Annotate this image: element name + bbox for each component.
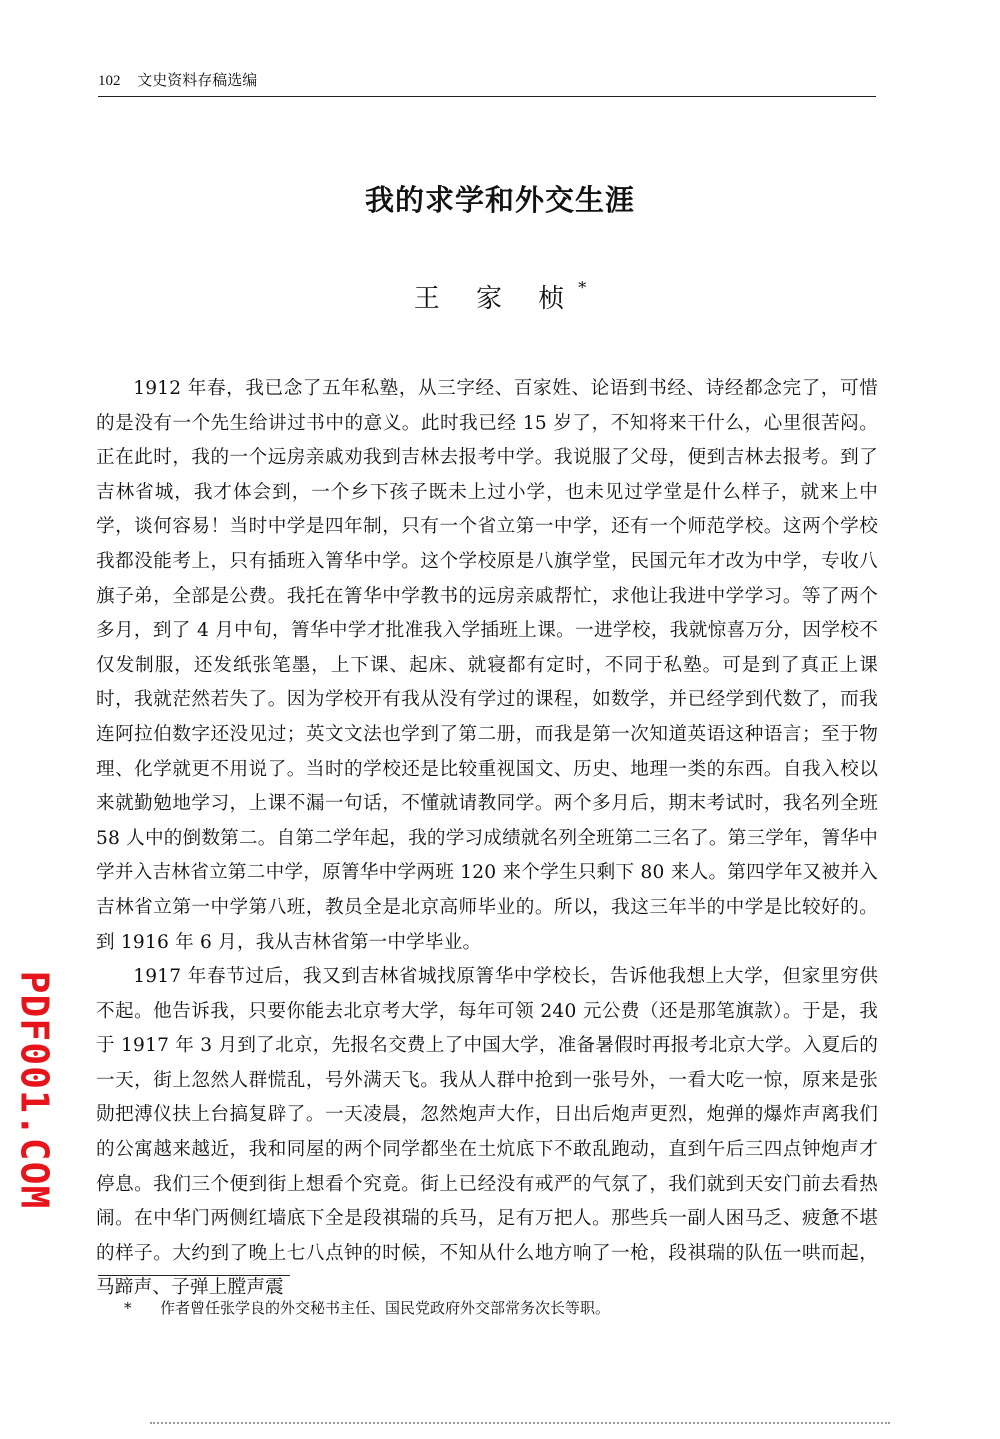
page-number: 102: [98, 73, 121, 89]
author-line: [0, 278, 1000, 315]
article-body: [96, 372, 878, 1306]
watermark: [14, 965, 54, 1215]
footnote-text: 作者曾任张学良的外交秘书主任、国民党政府外交部常务次长等职。: [160, 1299, 611, 1317]
page-header: [98, 68, 876, 97]
footnote-divider: [98, 1275, 290, 1276]
scan-edge-line: [150, 1422, 890, 1424]
footnote-mark: *: [124, 1299, 132, 1317]
paragraph: 1912 年春，我已念了五年私塾，从三字经、百家姓、论语到书经、诗经都念完了，可惜的是没有一个先生给讲过书中的意义。此时我已经 15 岁了，不知将来干什么，心里很苦闷。正在此时，我的一个远房亲戚劝我到吉林去报考中学。我说服了父母，便到吉林去报考。到了吉林省城，我才体会到，一个乡下孩子既未上过小学，也未见过学堂是什么样子，就来上中学，谈何容易！当时中学是四年制，只有一个省立第一中学，还有一个师范学校。这两个学校我都没能考上，只有插班入箐华中学。这个学校原是八旗学堂，民国元年才改为中学，专收八旗子弟，全部是公费。我托在箐华中学教书的远房亲戚帮忙，求他让我进中学学习。等了两个多月，到了 4 月中旬，箐华中学才批准我入学插班上课。一进学校，我就惊喜万分，因学校不仅发制服，还发纸张笔墨，上下课、起床、就寝都有定时，不同于私塾。可是到了真正上课时，我就茫然若失了。因为学校开有我从没有学过的课程，如数学，并已经学到代数了，而我连阿拉伯数字还没见过；英文文法也学到了第二册，而我是第一次知道英语这种语言；至于物理、化学就更不用说了。当时的学校还是比较重视国文、历史、地理一类的东西。自我入校以来就勤勉地学习，上课不漏一句话，不懂就请教同学。两个多月后，期末考试时，我名列全班 58 人中的倒数第二。自第二学年起，我的学习成绩就名列全班第二三名了。第三学年，箐华中学并入吉林省立第二中学，原箐华中学两班 120 来个学生只剩下 80 来人。第四学年又被并入吉林省立第一中学第八班，教员全是北京高师毕业的。所以，我这三年半的中学是比较好的。到 1916 年 6 月，我从吉林省第一中学毕业。: [96, 378, 878, 953]
author-footnote-mark: *: [578, 278, 587, 298]
book-title: 文史资料存稿选编: [137, 71, 258, 89]
paragraph: 1917 年春节过后，我又到吉林省城找原箐华中学校长，告诉他我想上大学，但家里穷供不起。他告诉我，只要你能去北京考大学，每年可领 240 元公费（还是那笔旗款）。于是，我于 1917 年 3 月到了北京，先报名交费上了中国大学，准备暑假时再报考北京大学。入夏后的一天，街上忽然人群慌乱，号外满天飞。我从人群中抢到一张号外，一看大吃一惊，原来是张勋把溥仪扶上台搞复辟了。一天凌晨，忽然炮声大作，日出后炮声更烈，炮弹的爆炸声离我们的公寓越来越近，我和同屋的两个同学都坐在土炕底下不敢乱跑动，直到午后三四点钟炮声才停息。我们三个便到街上想看个究竟。街上已经没有戒严的气氛了，我们就到天安门前去看热闹。在中华门两侧红墙底下全是段祺瑞的兵马，足有万把人。那些兵一副人困马乏、疲惫不堪的样子。大约到了晚上七八点钟的时候，不知从什么地方响了一枪，段祺瑞的队伍一哄而起，马蹄声、子弹上膛声震: [96, 966, 878, 1299]
author-name: 王 家 桢: [413, 284, 579, 314]
watermark-text: PDF001.COM: [12, 970, 56, 1210]
footnote: [124, 1296, 884, 1320]
article-title: 我的求学和外交生涯: [364, 183, 635, 217]
